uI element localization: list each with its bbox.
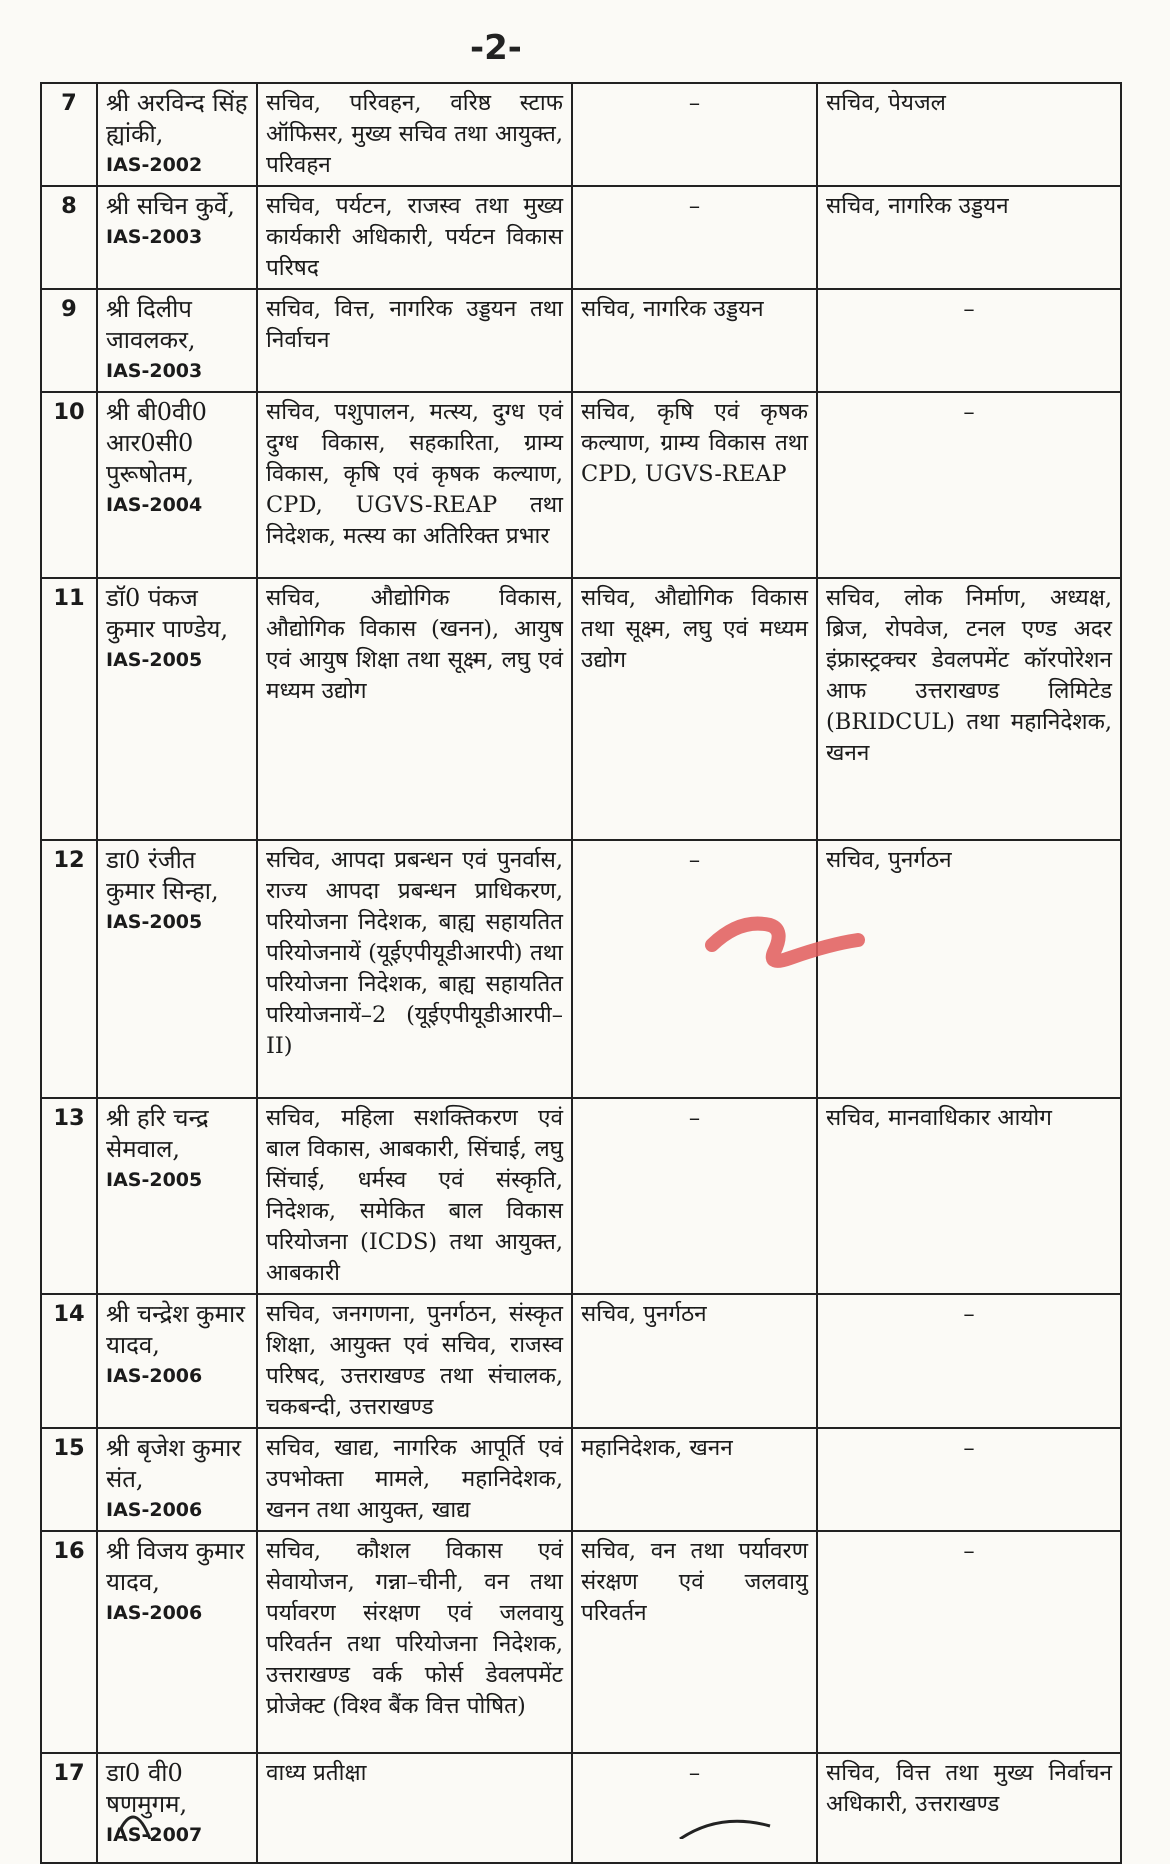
serial-number: 15: [41, 1428, 97, 1531]
officer-cell: [97, 186, 257, 289]
officer-batch: IAS-2003: [106, 226, 203, 248]
table-row: [41, 1428, 1121, 1531]
serial-number: 11: [41, 578, 97, 840]
relieved-posting: सचिव, वन तथा पर्यावरण संरक्षण एवं जलवायु परिवर्तन: [572, 1531, 817, 1753]
new-posting: सचिव, नागरिक उड्डयन: [817, 186, 1121, 289]
serial-number: 12: [41, 840, 97, 1098]
serial-number: 17: [41, 1753, 97, 1863]
current-posting: सचिव, जनगणना, पुनर्गठन, संस्कृत शिक्षा, आयुक्त एवं सचिव, राजस्व परिषद, उत्तराखण्ड तथा संचालक, चकबन्दी, उत्तराखण्ड: [257, 1294, 572, 1428]
serial-number: 8: [41, 186, 97, 289]
current-posting: सचिव, औद्योगिक विकास, औद्योगिक विकास (खनन), आयुष एवं आयुष शिक्षा तथा सूक्ष्म, लघु एवं मध्यम उद्योग: [257, 578, 572, 840]
table-row: [41, 289, 1121, 392]
table-row: [41, 186, 1121, 289]
relieved-posting: सचिव, औद्योगिक विकास तथा सूक्ष्म, लघु एवं मध्यम उद्योग: [572, 578, 817, 840]
officer-name: श्री दिलीप जावलकर,: [106, 295, 196, 354]
serial-number: 14: [41, 1294, 97, 1428]
officer-name: डा0 रंजीत कुमार सिन्हा,: [106, 846, 219, 905]
new-posting: सचिव, वित्त तथा मुख्य निर्वाचन अधिकारी, उत्तराखण्ड: [817, 1753, 1121, 1863]
new-posting: –: [817, 1428, 1121, 1531]
new-posting: –: [817, 1531, 1121, 1753]
new-posting: –: [817, 392, 1121, 578]
officer-batch: IAS-2007: [106, 1824, 203, 1846]
officer-name: श्री बृजेश कुमार संत,: [106, 1434, 242, 1493]
serial-number: 16: [41, 1531, 97, 1753]
officer-name: श्री सचिन कुर्वे,: [106, 192, 235, 220]
officer-cell: [97, 392, 257, 578]
current-posting: सचिव, महिला सशक्तिकरण एवं बाल विकास, आबकारी, सिंचाई, लघु सिंचाई, धर्मस्व एवं संस्कृति, निदेशक, समेकित बाल विकास परियोजना (ICDS) तथा आयुक्त, आबकारी: [257, 1098, 572, 1294]
officer-batch: IAS-2004: [106, 494, 203, 516]
current-posting: सचिव, खाद्य, नागरिक आपूर्ति एवं उपभोक्ता मामले, महानिदेशक, खनन तथा आयुक्त, खाद्य: [257, 1428, 572, 1531]
officer-cell: [97, 1428, 257, 1531]
current-posting: सचिव, पशुपालन, मत्स्य, दुग्ध एवं दुग्ध विकास, सहकारिता, ग्राम्य विकास, कृषि एवं कृषक कल्याण, CPD, UGVS-REAP तथा निदेशक, मत्स्य का अतिरिक्त प्रभार: [257, 392, 572, 578]
officer-batch: IAS-2006: [106, 1365, 203, 1387]
officer-batch: IAS-2005: [106, 1169, 203, 1191]
officer-batch: IAS-2006: [106, 1499, 203, 1521]
table-row: [41, 392, 1121, 578]
page-number: -2-: [470, 28, 522, 68]
officer-name: श्री विजय कुमार यादव,: [106, 1537, 245, 1596]
new-posting: सचिव, लोक निर्माण, अध्यक्ष, ब्रिज, रोपवेज, टनल एण्ड अदर इंफ्रास्ट्रक्चर डेवलपमेंट कॉरपोरेशन आफ उत्तराखण्ड लिमिटेड (BRIDCUL) तथा महानिदेशक, खनन: [817, 578, 1121, 840]
officer-batch: IAS-2005: [106, 911, 203, 933]
officer-cell: [97, 840, 257, 1098]
table-row: [41, 840, 1121, 1098]
table-row: [41, 83, 1121, 186]
current-posting: सचिव, परिवहन, वरिष्ठ स्टाफ ऑफिसर, मुख्य सचिव तथा आयुक्त, परिवहन: [257, 83, 572, 186]
new-posting: सचिव, पुनर्गठन: [817, 840, 1121, 1098]
relieved-posting: महानिदेशक, खनन: [572, 1428, 817, 1531]
current-posting: सचिव, आपदा प्रबन्धन एवं पुनर्वास, राज्य आपदा प्रबन्धन प्राधिकरण, परियोजना निदेशक, बाह्य सहायतित परियोजनायें (यूईएपीयूडीआरपी) तथा परियोजना निदेशक, बाह्य सहायतित परियोजनायें–2 (यूईएपीयूडीआरपी–II): [257, 840, 572, 1098]
serial-number: 10: [41, 392, 97, 578]
officer-name: श्री चन्द्रेश कुमार यादव,: [106, 1300, 246, 1359]
current-posting: सचिव, पर्यटन, राजस्व तथा मुख्य कार्यकारी अधिकारी, पर्यटन विकास परिषद: [257, 186, 572, 289]
officer-cell: [97, 1531, 257, 1753]
officer-batch: IAS-2003: [106, 360, 203, 382]
officer-name: श्री हरि चन्द्र सेमवाल,: [106, 1104, 209, 1163]
officer-name: डॉ0 पंकज कुमार पाण्डेय,: [106, 584, 229, 643]
serial-number: 13: [41, 1098, 97, 1294]
officer-batch: IAS-2002: [106, 154, 203, 176]
new-posting: –: [817, 1294, 1121, 1428]
table-row: [41, 1531, 1121, 1753]
table-row: [41, 1098, 1121, 1294]
officer-cell: [97, 1753, 257, 1863]
relieved-posting: सचिव, कृषि एवं कृषक कल्याण, ग्राम्य विकास तथा CPD, UGVS-REAP: [572, 392, 817, 578]
relieved-posting: –: [572, 186, 817, 289]
new-posting: सचिव, मानवाधिकार आयोग: [817, 1098, 1121, 1294]
current-posting: वाध्य प्रतीक्षा: [257, 1753, 572, 1863]
table-row: [41, 578, 1121, 840]
officer-cell: [97, 289, 257, 392]
relieved-posting: –: [572, 83, 817, 186]
new-posting: –: [817, 289, 1121, 392]
officer-cell: [97, 1294, 257, 1428]
current-posting: सचिव, वित्त, नागरिक उड्डयन तथा निर्वाचन: [257, 289, 572, 392]
table-row: [41, 1294, 1121, 1428]
officer-cell: [97, 1098, 257, 1294]
officer-cell: [97, 578, 257, 840]
new-posting: सचिव, पेयजल: [817, 83, 1121, 186]
current-posting: सचिव, कौशल विकास एवं सेवायोजन, गन्ना–चीनी, वन तथा पर्यावरण संरक्षण एवं जलवायु परिवर्तन तथा परियोजना निदेशक, उत्तराखण्ड वर्क फोर्स डेवलपमेंट प्रोजेक्ट (विश्व बैंक वित्त पोषित): [257, 1531, 572, 1753]
officer-batch: IAS-2006: [106, 1602, 203, 1624]
relieved-posting: सचिव, नागरिक उड्डयन: [572, 289, 817, 392]
relieved-posting: –: [572, 1753, 817, 1863]
table-row: [41, 1753, 1121, 1863]
relieved-posting: –: [572, 1098, 817, 1294]
relieved-posting: –: [572, 840, 817, 1098]
relieved-posting: सचिव, पुनर्गठन: [572, 1294, 817, 1428]
officer-name: श्री बी0वी0 आर0सी0 पुरूषोतम,: [106, 398, 207, 488]
officer-name: श्री अरविन्द सिंह ह्यांकी,: [106, 89, 248, 148]
serial-number: 7: [41, 83, 97, 186]
officer-batch: IAS-2005: [106, 649, 203, 671]
officer-name: डा0 वी0 षणमुगम,: [106, 1759, 188, 1818]
officer-cell: [97, 83, 257, 186]
officer-transfer-table: [40, 82, 1122, 1864]
serial-number: 9: [41, 289, 97, 392]
